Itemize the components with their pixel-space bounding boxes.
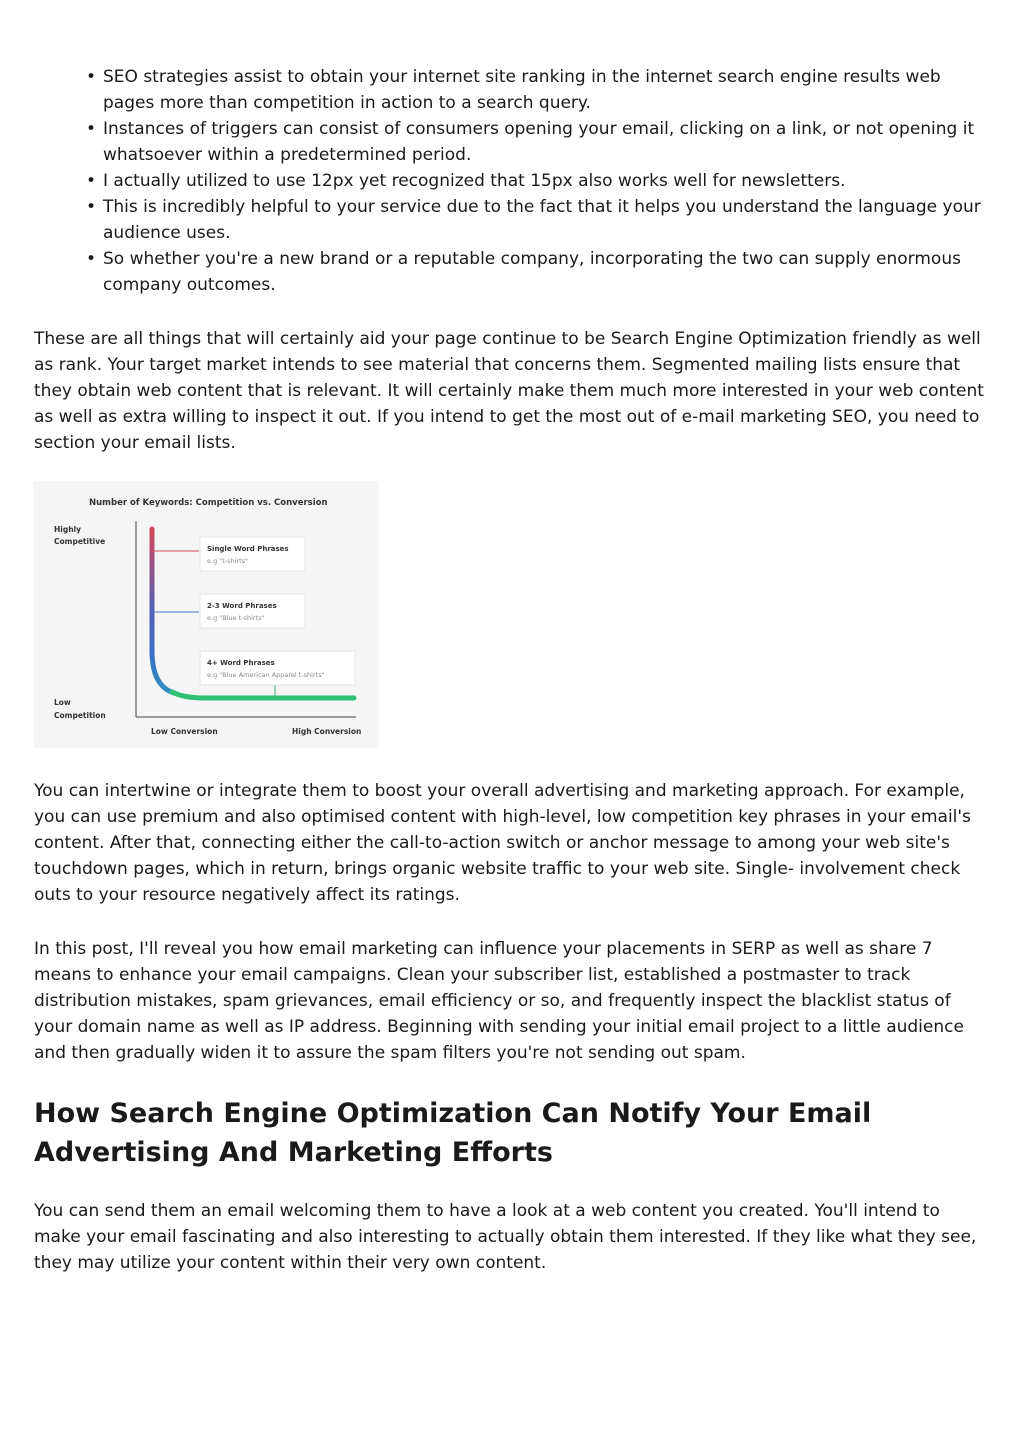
bullet-text: This is incredibly helpful to your service due to the fact that it helps you understand the language your audience uses. bbox=[103, 197, 981, 243]
curve-flat-segment bbox=[172, 692, 354, 698]
bullet-text: SEO strategies assist to obtain your internet site ranking in the internet search engine results web pages more than competition in action to a search query. bbox=[103, 67, 941, 113]
list-item bbox=[86, 168, 986, 194]
figure-title: Number of Keywords: Competition vs. Conversion bbox=[89, 498, 328, 508]
bullet-dot: • bbox=[86, 171, 97, 191]
callout-example-multi: e.g "Blue t-shirts" bbox=[207, 614, 265, 622]
callout-example-longtail: e.g "Blue American Apparel t-shirts" bbox=[207, 671, 325, 679]
callout-title-multi: 2-3 Word Phrases bbox=[207, 602, 277, 610]
section-heading: How Search Engine Optimization Can Notify Your Email Advertising And Marketing Efforts bbox=[34, 1098, 872, 1168]
keyword-competition-figure bbox=[34, 481, 379, 748]
x-right-label: High Conversion bbox=[292, 727, 362, 736]
bullet-dot: • bbox=[86, 249, 97, 269]
bullet-dot: • bbox=[86, 67, 97, 87]
paragraph-segmented-lists: These are all things that will certainly aid your page continue to be Search Engine Optimization friendly as well as rank. Your target market intends to see material that concerns them. Segmented mailing lists ensure that they obtain web content that is relevant. It will certainly make them much more interested in your web content as well as extra willing to inspect it out. If you intend to get the most out of e-mail marketing SEO, you need to section your email lists. bbox=[34, 329, 984, 453]
curve-steep-segment bbox=[152, 529, 174, 693]
bullet-text: So whether you're a new brand or a reputable company, incorporating the two can supply enormous company outcomes. bbox=[103, 249, 961, 295]
callout-example-single: e.g "t-shirts" bbox=[207, 557, 249, 565]
bullet-dot: • bbox=[86, 119, 97, 139]
callout-title-single: Single Word Phrases bbox=[207, 545, 289, 553]
list-item bbox=[86, 64, 986, 116]
bullet-text: Instances of triggers can consist of consumers opening your email, clicking on a link, or not opening it whatsoever within a predetermined period. bbox=[103, 119, 975, 165]
paragraph-welcome-email: You can send them an email welcoming them to have a look at a web content you created. You'll intend to make your email fascinating and also interesting to actually obtain them interested. If they like what they see, they may utilize your content within their very own content. bbox=[34, 1201, 977, 1273]
y-top-label-1: Highly bbox=[54, 525, 82, 534]
bullet-dot: • bbox=[86, 197, 97, 217]
list-item bbox=[86, 194, 986, 246]
bullet-text: I actually utilized to use 12px yet recognized that 15px also works well for newsletters. bbox=[103, 171, 846, 191]
callout-box-longtail bbox=[200, 651, 355, 685]
paragraph-integrate: You can intertwine or integrate them to boost your overall advertising and marketing approach. For example, you can use premium and also optimised content with high-level, low competition key phrases in your email's content. After that, connecting either the call-to-action switch or anchor message to among your web site's touchdown pages, which in return, brings organic website traffic to your web site. Single- involvement check outs to your resource negatively affect its ratings. bbox=[34, 781, 971, 905]
y-bottom-label-1: Low bbox=[54, 698, 71, 707]
y-top-label-2: Competitive bbox=[54, 537, 106, 546]
y-bottom-label-2: Competition bbox=[54, 711, 106, 720]
list-item bbox=[86, 116, 986, 168]
callout-box-single bbox=[200, 537, 305, 571]
bullet-list bbox=[86, 64, 986, 298]
callout-box-multi bbox=[200, 594, 305, 628]
x-left-label: Low Conversion bbox=[151, 727, 218, 736]
keyword-diagram bbox=[34, 481, 379, 748]
paragraph-serp: In this post, I'll reveal you how email marketing can influence your placements in SERP as well as share 7 means to enhance your email campaigns. Clean your subscriber list, established a postmaster to track distribution mistakes, spam grievances, email efficiency or so, and frequently inspect the blacklist status of your domain name as well as IP address. Beginning with sending your initial email project to a little audience and then gradually widen it to assure the spam filters you're not sending out spam. bbox=[34, 939, 964, 1063]
list-item bbox=[86, 246, 986, 298]
callout-title-longtail: 4+ Word Phrases bbox=[207, 659, 275, 667]
